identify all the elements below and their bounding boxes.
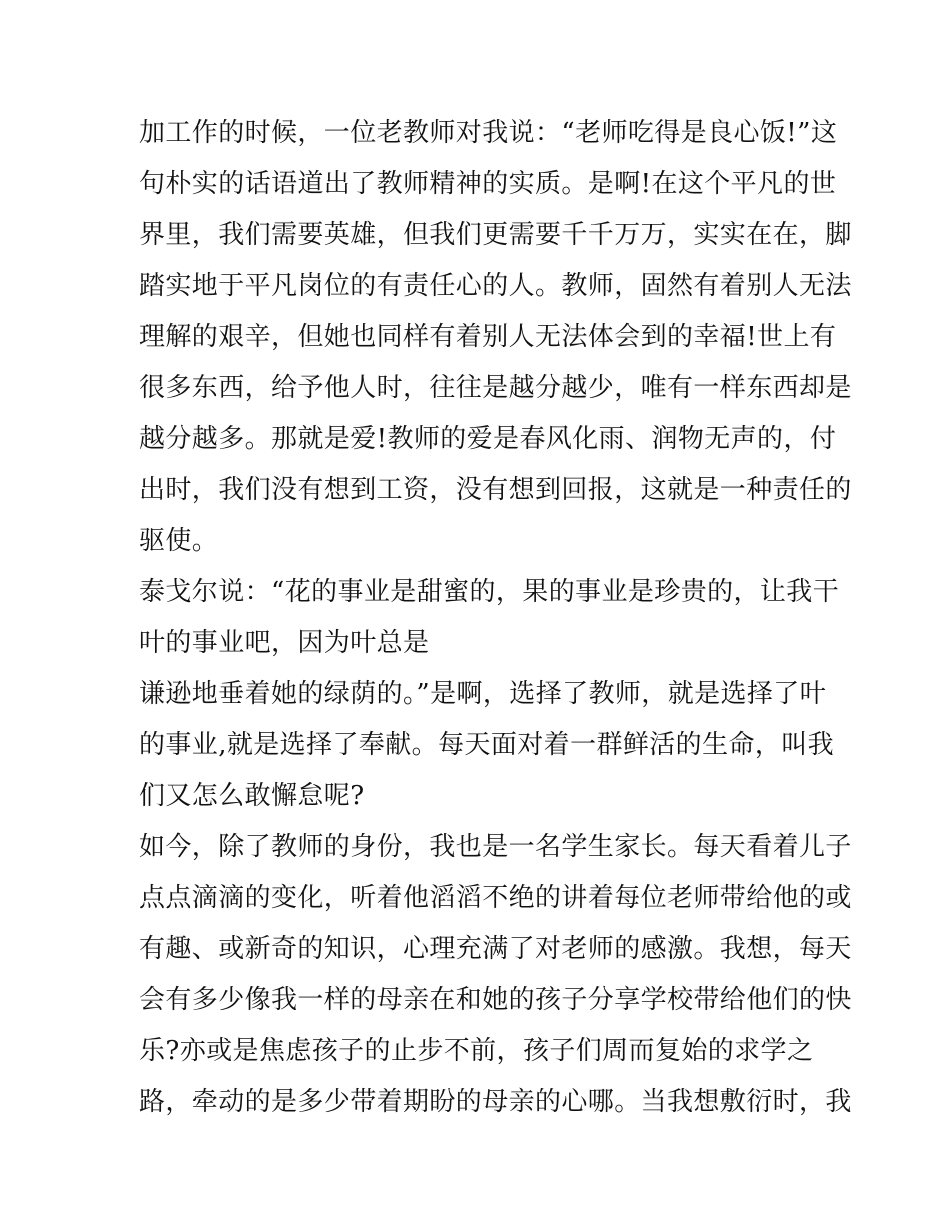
- text-line: 句朴实的话语道出了教师精神的实质。是啊!在这个平凡的世: [139, 169, 837, 199]
- text-line: 乐?亦或是焦虑孩子的止步不前，孩子们周而复始的求学之: [139, 1036, 814, 1066]
- text-line: 叶的事业吧，因为叶总是: [139, 628, 430, 658]
- text-line: 有趣、或新奇的知识，心理充满了对老师的感激。我想，每天: [139, 934, 852, 964]
- text-line: 泰戈尔说：“花的事业是甜蜜的，果的事业是珍贵的，让我干: [139, 577, 840, 607]
- text-line: 的事业,就是选择了奉献。每天面对着一群鲜活的生命，叫我: [139, 730, 835, 760]
- text-line: 如今，除了教师的身份，我也是一名学生家长。每天看着儿子: [139, 832, 852, 862]
- text-line: 很多东西，给予他人时，往往是越分越少，唯有一样东西却是: [139, 373, 852, 403]
- text-line: 们又怎么敢懈怠呢?: [139, 781, 365, 811]
- text-line: 路，牵动的是多少带着期盼的母亲的心哪。当我想敷衍时，我: [139, 1087, 852, 1117]
- text-line: 谦逊地垂着她的绿荫的。”是啊，选择了教师，就是选择了叶: [139, 679, 827, 709]
- text-line: 加工作的时候，一位老教师对我说：“老师吃得是良心饭!”这: [139, 118, 838, 148]
- text-line: 驱使。: [139, 526, 219, 556]
- text-line: 越分越多。那就是爱!教师的爱是春风化雨、润物无声的，付: [139, 424, 837, 454]
- text-line: 出时，我们没有想到工资，没有想到回报，这就是一种责任的: [139, 475, 852, 505]
- text-line: 理解的艰辛，但她也同样有着别人无法体会到的幸福!世上有: [139, 322, 837, 352]
- text-line: 点点滴滴的变化，听着他滔滔不绝的讲着每位老师带给他的或: [139, 883, 852, 913]
- text-line: 界里，我们需要英雄，但我们更需要千千万万，实实在在，脚: [139, 220, 852, 250]
- text-line: 会有多少像我一样的母亲在和她的孩子分享学校带给他们的快: [139, 985, 852, 1015]
- document-body: [139, 108, 852, 1128]
- text-line: 踏实地于平凡岗位的有责任心的人。教师，固然有着别人无法: [139, 271, 852, 301]
